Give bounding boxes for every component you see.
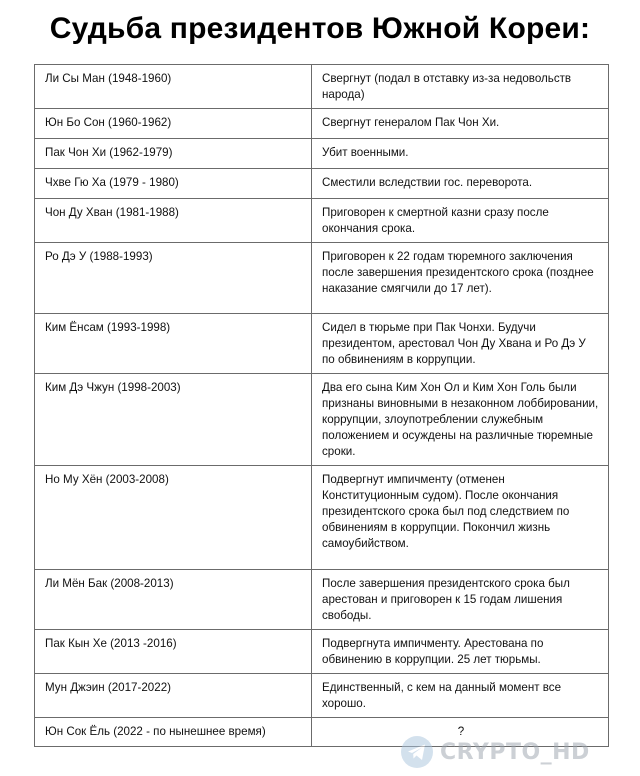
president-name: Мун Джэин (2017-2022) (35, 674, 312, 718)
table-row (35, 674, 609, 718)
president-name: Пак Кын Хе (2013 -2016) (35, 630, 312, 674)
president-name: Ким Ёнсам (1993-1998) (35, 314, 312, 374)
table-row (35, 570, 609, 630)
watermark-text: CRYPTO_HD (440, 739, 590, 765)
president-fate: Подвергнут импичменту (отменен Конституционным судом). После окончания президентского срока был под следствием по обвинениям в коррупции. Покончил жизнь самоубийством. (312, 466, 609, 570)
president-name: Ли Сы Ман (1948-1960) (35, 65, 312, 109)
president-fate: Свергнут генералом Пак Чон Хи. (312, 109, 609, 139)
president-name: Пак Чон Хи (1962-1979) (35, 139, 312, 169)
president-fate: ? (312, 718, 609, 747)
president-name: Но Му Хён (2003-2008) (35, 466, 312, 570)
table-row (35, 65, 609, 109)
president-name: Чхве Гю Ха (1979 - 1980) (35, 169, 312, 199)
president-name: Чон Ду Хван (1981-1988) (35, 199, 312, 243)
president-fate: Сидел в тюрьме при Пак Чонхи. Будучи президентом, арестовал Чон Ду Хвана и Ро Дэ У по обвинениям в коррупции. (312, 314, 609, 374)
watermark (400, 732, 590, 772)
table-row (35, 314, 609, 374)
president-name: Ким Дэ Чжун (1998-2003) (35, 374, 312, 466)
president-fate: Сместили вследствии гос. переворота. (312, 169, 609, 199)
president-name: Ли Мён Бак (2008-2013) (35, 570, 312, 630)
president-fate: Подвергнута импичменту. Арестована по обвинению в коррупции. 25 лет тюрьмы. (312, 630, 609, 674)
page-title: Судьба президентов Южной Кореи: (49, 12, 591, 45)
president-fate: После завершения президентского срока был арестован и приговорен к 15 годам лишения свободы. (312, 570, 609, 630)
president-fate: Приговорен к смертной казни сразу после окончания срока. (312, 199, 609, 243)
president-fate: Свергнут (подал в отставку из-за недовольств народа) (312, 65, 609, 109)
president-name: Юн Бо Сон (1960-1962) (35, 109, 312, 139)
table-row (35, 243, 609, 314)
table-row (35, 374, 609, 466)
president-fate: Убит военными. (312, 139, 609, 169)
presidents-table (34, 64, 609, 747)
telegram-icon (400, 735, 434, 769)
president-fate: Два его сына Ким Хон Ол и Ким Хон Голь были признаны виновными в незаконном лоббировании, коррупции, злоупотреблении служебным положением и осуждены на различные тюремные сроки. (312, 374, 609, 466)
president-fate: Единственный, с кем на данный момент все хорошо. (312, 674, 609, 718)
table-row (35, 139, 609, 169)
table-row (35, 169, 609, 199)
president-fate: Приговорен к 22 годам тюремного заключения после завершения президентского срока (позднее наказание смягчили до 17 лет). (312, 243, 609, 314)
table-row (35, 199, 609, 243)
table-row (35, 466, 609, 570)
president-name: Ро Дэ У (1988-1993) (35, 243, 312, 314)
president-name: Юн Сок Ёль (2022 - по нынешнее время) (35, 718, 312, 747)
table-row (35, 630, 609, 674)
table-row (35, 109, 609, 139)
